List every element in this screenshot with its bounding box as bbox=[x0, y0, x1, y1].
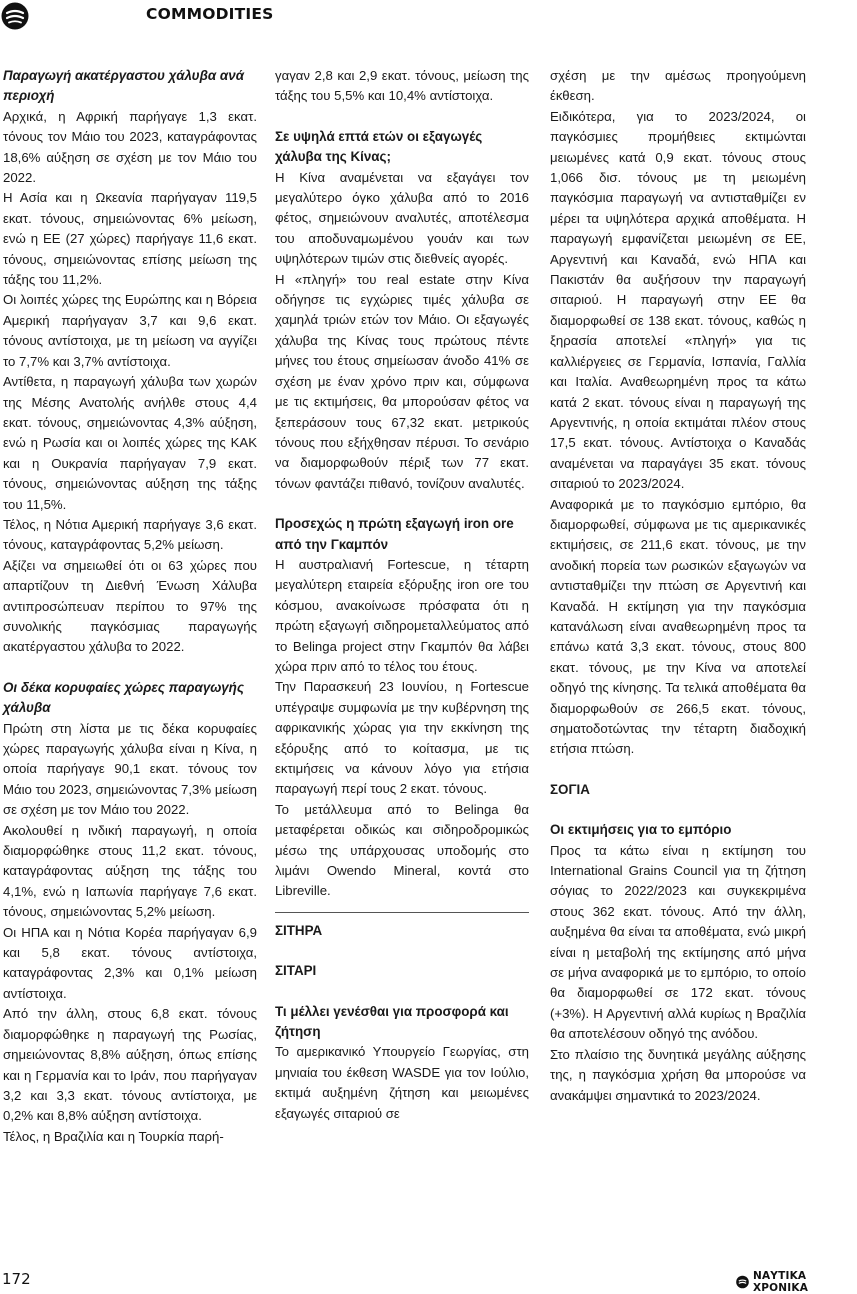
paragraph: Το μετάλλευμα από το Belinga θα μεταφέρεται οδικώς και σιδηροδρομικώς μέσω της υπάρχουσας υποδομής στο λιμάνι Owendo Mineral, κοντά στο Libreville. bbox=[275, 801, 529, 899]
category-heading: ΣΟΓΙΑ bbox=[550, 781, 590, 797]
paragraph: Στο πλαίσιο της δυνητικά μεγάλης αύξησης της, η παγκόσμια χρήση θα μπορούσε να ανακάμψει σημαντικά το 2023/2024. bbox=[550, 1046, 806, 1103]
paragraph: Τέλος, η Βραζιλία και η Τουρκία παρή- bbox=[3, 1128, 224, 1144]
paragraph: Προς τα κάτω είναι η εκτίμηση του International Grains Council για τη ζήτηση σόγιας το 2022/2023 και συγκεκριμένα στους 362 εκατ. τόνους. Από την άλλη, αυξημένα θα είναι τα αποθέματα, ενώ μικρή είναι η μεταβολή της εκτίμησης από μήνα σε μήνα αναφορικά με το εμπόριο, το οποίο θα διαμορφωθεί σε 172 εκατ. τόνους (+3%). Η Αργεντινή αλλά κυρίως η Βραζιλία θα αποτελέσουν οδηγό της ανόδου. bbox=[550, 842, 806, 1042]
subheading: Τι μέλλει γενέσθαι για προσφορά και ζήτηση bbox=[275, 1003, 509, 1040]
paragraph: Οι ΗΠΑ και η Νότια Κορέα παρήγαγαν 6,9 και 5,8 εκατ. τόνους αντίστοιχα, καταγράφοντας 2,3% και 0,1% μείωση αντίστοιχα. bbox=[3, 924, 257, 1001]
subheading: Οι δέκα κορυφαίες χώρες παραγωγής χάλυβα bbox=[3, 679, 244, 716]
paragraph: Η Κίνα αναμένεται να εξαγάγει τον μεγαλύτερο όγκο χάλυβα από το 2016 φέτος, σημειώνουν αναλυτές, αποτέλεσμα του αποδυναμωμένου γουάν και των υψηλότερων τιμών στις διεθνείς αγορές. bbox=[275, 169, 529, 267]
paragraph: Το αμερικανικό Υπουργείο Γεωργίας, στη μηνιαία του έκθεση WASDE για τον Ιούλιο, εκτιμά αυξημένη ζήτηση και μειωμένες εξαγωγές σιταριού σε bbox=[275, 1044, 529, 1121]
paragraph: Η αυστραλιανή Fortescue, η τέταρτη μεγαλύτερη εταιρεία εξόρυξης iron ore του κόσμου, ανακοίνωσε πρόσφατα ότι η πρώτη εξαγωγή σιδηρομεταλλεύματος από το Belinga project στην Γκαμπόν θα λάβει χώρα πριν από το τέλος του έτους. bbox=[275, 556, 529, 674]
paragraph: Αντίθετα, η παραγωγή χάλυβα των χωρών της Μέσης Ανατολής ανήλθε στους 4,4 εκατ. τόνους, σημειώνοντας 4,3% αύξηση, ενώ η Ρωσία και οι λοιπές χώρες της ΚΑΚ και η Ουκρανία παρήγαγαν 7,9 εκατ. τόνους, σημειώνοντας αύξηση της τάξης του 11,5%. bbox=[3, 374, 257, 512]
subheading: Προσεχώς η πρώτη εξαγωγή iron ore από την Γκαμπόν bbox=[275, 516, 514, 552]
paragraph: Αναφορικά με το παγκόσμιο εμπόριο, θα διαμορφωθεί, σύμφωνα με τις αμερικανικές εκτιμήσεις, σε 211,6 εκατ. τόνους, με την ανοδική πορεία των ρωσικών εξαγωγών να αντισταθμίζει την πτώση σε Αργεντινή και Καναδά. Η εκτίμηση για την παγκόσμια κατανάλωση είναι αναθεωρημένη προς τα επάνω κατά 3,3 εκατ. τόνους, στους 800 εκατ. τόνους, με την Κίνα να αποτελεί οδηγό της κίνησης. Τα τελικά αποθέματα θα διαμορφωθούν σε 266,5 εκατ. τόνους, σηματοδοτώντας την τέταρτη διαδοχική ετήσια πτώση. bbox=[550, 496, 806, 757]
paragraph: Ακολουθεί η ινδική παραγωγή, η οποία διαμορφώθηκε στους 11,2 εκατ. τόνους, καταγράφοντας αύξηση της τάξης του 4,1%, ενώ η Ιαπωνία παρήγαγε 7,6 εκατ. τόνους, σημειώνοντας 5,2% μείωση. bbox=[3, 822, 257, 920]
subheading: Οι εκτιμήσεις για το εμπόριο bbox=[550, 822, 732, 838]
article-column-1 bbox=[3, 66, 257, 1147]
article-column-2 bbox=[275, 66, 529, 1124]
paragraph: Αρχικά, η Αφρική παρήγαγε 1,3 εκατ. τόνους τον Μάιο του 2023, καταγράφοντας 18,6% αύξηση σε σχέση με τον Μάιο του 2022. bbox=[3, 108, 257, 186]
page-number: 172 bbox=[2, 1270, 31, 1288]
paragraph: Η «πληγή» του real estate στην Κίνα οδήγησε τις εγχώριες τιμές χάλυβα σε χαμηλά τριών ετών τον Μάιο. Οι εξαγωγές χάλυβα της Κίνας τους πρώτους πέντε μήνες του έτους σημείωσαν άνοδο 41% σε σχέση με έναν χρόνο πριν και, σύμφωνα με τις εκτιμήσεις, θα μπορούσαν φέτος να ξεπεράσουν τους 67,32 εκατ. μετρικούς τόνους που εξήχθησαν πέρυσι. Το σενάριο να διαμορφωθούν πέριξ των 77 εκατ. τόνων φαντάζει πιθανό, τονίζουν αναλυτές. bbox=[275, 271, 529, 491]
section-divider bbox=[275, 912, 529, 913]
category-heading: ΣΙΤΑΡΙ bbox=[275, 963, 317, 979]
subheading: Σε υψηλά επτά ετών οι εξαγωγές χάλυβα της Κίνας; bbox=[275, 128, 483, 165]
brand-logo-icon bbox=[736, 1275, 749, 1289]
publication-brand bbox=[736, 1270, 857, 1294]
paragraph: γαγαν 2,8 και 2,9 εκατ. τόνους, μείωση της τάξης του 5,5% και 10,4% αντίστοιχα. bbox=[275, 68, 529, 104]
subheading: Παραγωγή ακατέργαστου χάλυβα ανά περιοχή bbox=[3, 68, 244, 104]
paragraph: σχέση με την αμέσως προηγούμενη έκθεση. bbox=[550, 68, 806, 104]
paragraph: Αξίζει να σημειωθεί ότι οι 63 χώρες που απαρτίζουν τη Διεθνή Ένωση Χάλυβα αντιπροσώπευαν περίπου το 97% της συνολικής παγκόσμιας παραγωγής ακατέργαστου χάλυβα το 2022. bbox=[3, 557, 257, 655]
section-logo-icon bbox=[1, 2, 29, 30]
article-column-3 bbox=[550, 66, 806, 1106]
page-header bbox=[0, 0, 857, 32]
paragraph: Οι λοιπές χώρες της Ευρώπης και η Βόρεια Αμερική παρήγαγαν 3,7 και 9,6 εκατ. τόνους αντίστοιχα, με τη μείωση να αγγίζει το 7,7% και 3,7% αντίστοιχα. bbox=[3, 292, 257, 369]
publication-name: ΝΑΥΤΙΚΑ ΧΡΟΝΙΚΑ bbox=[752, 1270, 809, 1294]
paragraph: Ειδικότερα, για το 2023/2024, οι παγκόσμιες προμήθειες εκτιμώνται μειωμένες κατά 0,9 εκατ. τόνους στους 1,066 δισ. τόνους με τη μειωμένη παγκόσμια παραγωγή να αντισταθμίζει εν μέρει τα υψηλότερα αρχικά αποθέματα. Η παραγωγή εμφανίζεται μειωμένη σε ΕΕ, Αργεντινή και Καναδά, ενώ ΗΠΑ και Πακιστάν θα αυξήσουν την παραγωγή σιταριού. Η παραγωγή στην ΕΕ θα διαμορφωθεί σε 138 εκατ. τόνους, καθώς η ξηρασία αποτελεί «πληγή» για τις καλλιέργειες σε Γερμανία, Ισπανία, Γαλλία και Ιταλία. Αναθεωρημένη προς τα κάτω κατά 2 εκατ. τόνους είναι η παραγωγή της Αργεντινής, η οποία εκτιμάται πλέον στους 17,5 εκατ. τόνους. Αντίστοιχα ο Καναδάς αναμένεται να παραγάγει 35 εκατ. τόνους σιταριού το 2023/2024. bbox=[550, 108, 806, 492]
paragraph: Τέλος, η Νότια Αμερική παρήγαγε 3,6 εκατ. τόνους, καταγράφοντας 5,2% μείωση. bbox=[3, 516, 257, 553]
paragraph: Η Ασία και η Ωκεανία παρήγαγαν 119,5 εκατ. τόνους, σημειώνοντας 6% μείωση, ενώ η ΕΕ (27 χώρες) παρήγαγε 11,6 εκατ. τόνους, σημειώνοντας επίσης μείωση της τάξης του 11,2%. bbox=[3, 190, 257, 288]
paragraph: Από την άλλη, στους 6,8 εκατ. τόνους διαμορφώθηκε η παραγωγή της Ρωσίας, σημειώνοντας 8,8% αύξηση, όπως επίσης και η Γερμανία και το Ιράν, που παρήγαγαν 3,2 και 3,3 εκατ. τόνους αντίστοιχα, με 0,2% και 8,8% αύξηση αντίστοιχα. bbox=[3, 1006, 257, 1124]
category-heading: ΣΙΤΗΡΑ bbox=[275, 922, 323, 938]
paragraph: Την Παρασκευή 23 Ιουνίου, η Fortescue υπέγραψε συμφωνία με την κυβέρνηση της αφρικανικής χώρας για την εκκίνηση της εξόρυξης από το κοίτασμα, με τις εκτιμήσεις να κάνουν λόγο για ετήσια παραγωγή περί τους 2 εκατ. τόνους. bbox=[275, 679, 529, 797]
paragraph: Πρώτη στη λίστα με τις δέκα κορυφαίες χώρες παραγωγής χάλυβα είναι η Κίνα, η οποία παρήγαγε 90,1 εκατ. τόνους τον Μάιο του 2023, σημειώνοντας 7,3% μείωση σε σχέση με τον Μάιο του 2022. bbox=[3, 720, 257, 818]
section-title: COMMODITIES bbox=[146, 5, 274, 23]
